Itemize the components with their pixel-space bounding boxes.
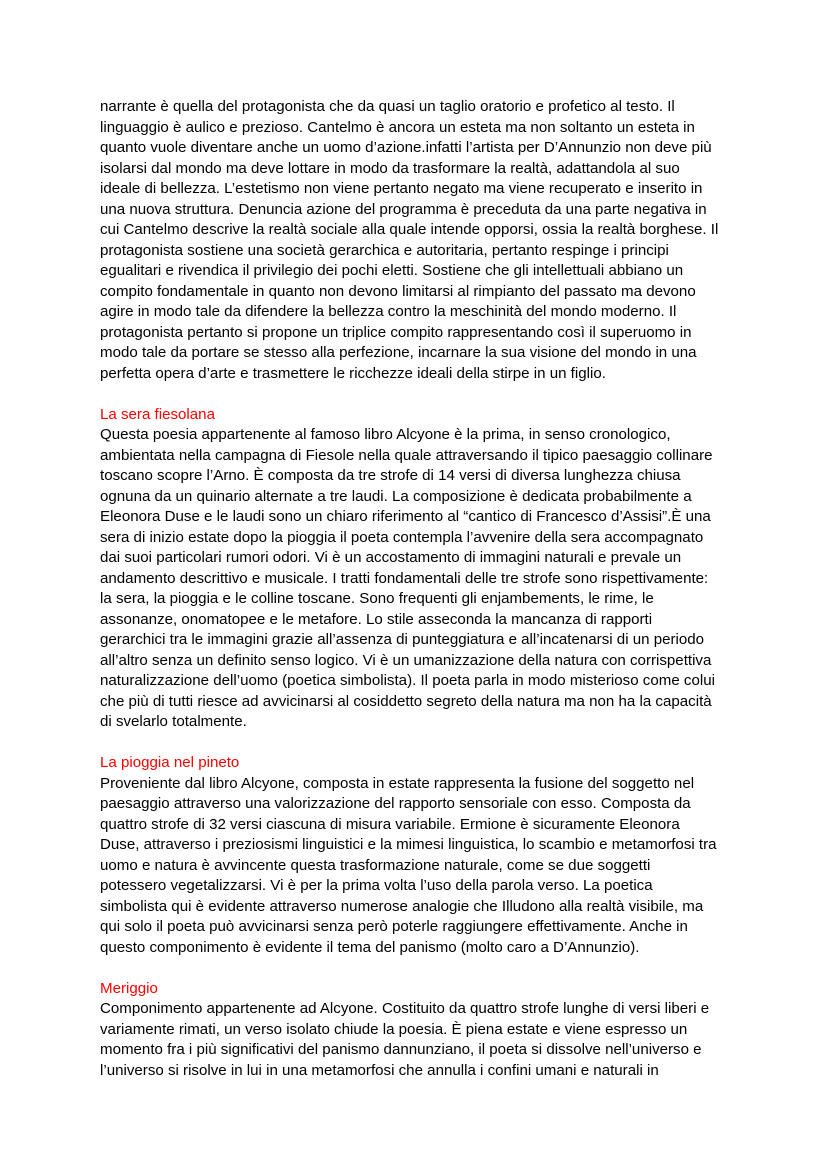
section-body-pioggia-nel-pineto: Proveniente dal libro Alcyone, composta in estate rappresenta la fusione del soggetto nel paesaggio attraverso una valorizzazione del rapporto sensoriale con esso. Composta da quattro strofe di 32 versi ciascuna di misura variabile. Ermione è sicuramente Eleonora Duse, attraverso i preziosismi linguistici e la mimesi linguistica, lo scambio e metamorfosi tra uomo e natura è avvincente questa trasformazione naturale, come se due soggetti potessero vegetalizzarsi. Vi è per la prima volta l’uso della parola verso. La poetica simbolista qui è evidente attraverso numerose analogie che Illudono alla realtà visibile, ma qui solo il poeta può avvicinarsi senza però poterle raggiungere effettivamente. Anche in questo componimento è evidente il tema del panismo (molto caro a D’Annunzio). — [100, 774, 717, 956]
document-page — [100, 97, 740, 1081]
section-heading-pioggia-nel-pineto: La pioggia nel pineto — [100, 754, 240, 771]
section-body-sera-fiesolana: Questa poesia appartenente al famoso libro Alcyone è la prima, in senso cronologico, ambientata nella campagna di Fiesole nella quale attraversando il tipico paesaggio collinare toscano scopre l’Arno. È composta da tre strofe di 14 versi di diversa lunghezza chiusa ognuna da un quinario alternate a tre laudi. La composizione è dedicata probabilmente a Eleonora Duse e le laudi sono un chiaro riferimento al “cantico di Francesco d’Assisi”.È una sera di inizio estate dopo la pioggia il poeta contempla l’avvenire della sera accompagnato dai suoi particolari rumori odori. Vi è un accostamento di immagini naturali e prevale un andamento descrittivo e musicale. I tratti fondamentali delle tre strofe sono rispettivamente: la sera, la pioggia e le colline toscane. Sono frequenti gli enjambements, le rime, le assonanze, onomatopee e le metafore. Lo stile asseconda la mancanza di rapporti gerarchici tra le immagini grazie all’assenza di punteggiatura e all’incatenarsi di un periodo all’altro senza un definito senso logico. Vi è un umanizzazione della natura con corrispettiva naturalizzazione dell’uomo (poetica simbolista). Il poeta parla in modo misterioso come colui che più di tutti riesce ad avvicinarsi al cosiddetto segreto della natura ma non ha la capacità di svelarlo totalmente. — [100, 426, 715, 730]
intro-paragraph: narrante è quella del protagonista che da quasi un taglio oratorio e profetico al testo. Il linguaggio è aulico e prezioso. Cantelmo è ancora un esteta ma non soltanto un esteta in quanto vuole diventare anche un uomo d’azione.infatti l’artista per D’Annunzio non deve più isolarsi dal mondo ma deve lottare in modo da trasformare la realtà, adattandola al suo ideale di bellezza. L’estetismo non viene pertanto negato ma viene recuperato e inserito in una nuova struttura. Denuncia azione del programma è preceduta da una parte negativa in cui Cantelmo descrive la realtà sociale alla quale intende opporsi, ossia la realtà borghese. Il protagonista sostiene una società gerarchica e autoritaria, pertanto respinge i principi egualitari e rivendica il privilegio dei pochi eletti. Sostiene che gli intellettuali abbiano un compito fondamentale in quanto non devono limitarsi al rimpianto del passato ma devono agire in modo tale da difendere la bellezza contro la meschinità del mondo moderno. Il protagonista pertanto si propone un triplice compito rappresentando così il superuomo in modo tale da portare se stesso alla perfezione, incarnare la sua visione del mondo in una perfetta opera d’arte e trasmettere le ricchezze ideali della stirpe in un figlio. — [100, 98, 719, 382]
section-body-meriggio: Componimento appartenente ad Alcyone. Costituito da quattro strofe lunghe di versi liberi e variamente rimati, un verso isolato chiude la poesia. È piena estate e viene espresso un momento fra i più significativi del panismo dannunziano, il poeta si dissolve nell’universo e l’universo si risolve in lui in una metamorfosi che annulla i confini umani e naturali in — [100, 1000, 710, 1079]
section-heading-meriggio: Meriggio — [100, 979, 158, 997]
section-heading-sera-fiesolana: La sera fiesolana — [100, 405, 215, 423]
